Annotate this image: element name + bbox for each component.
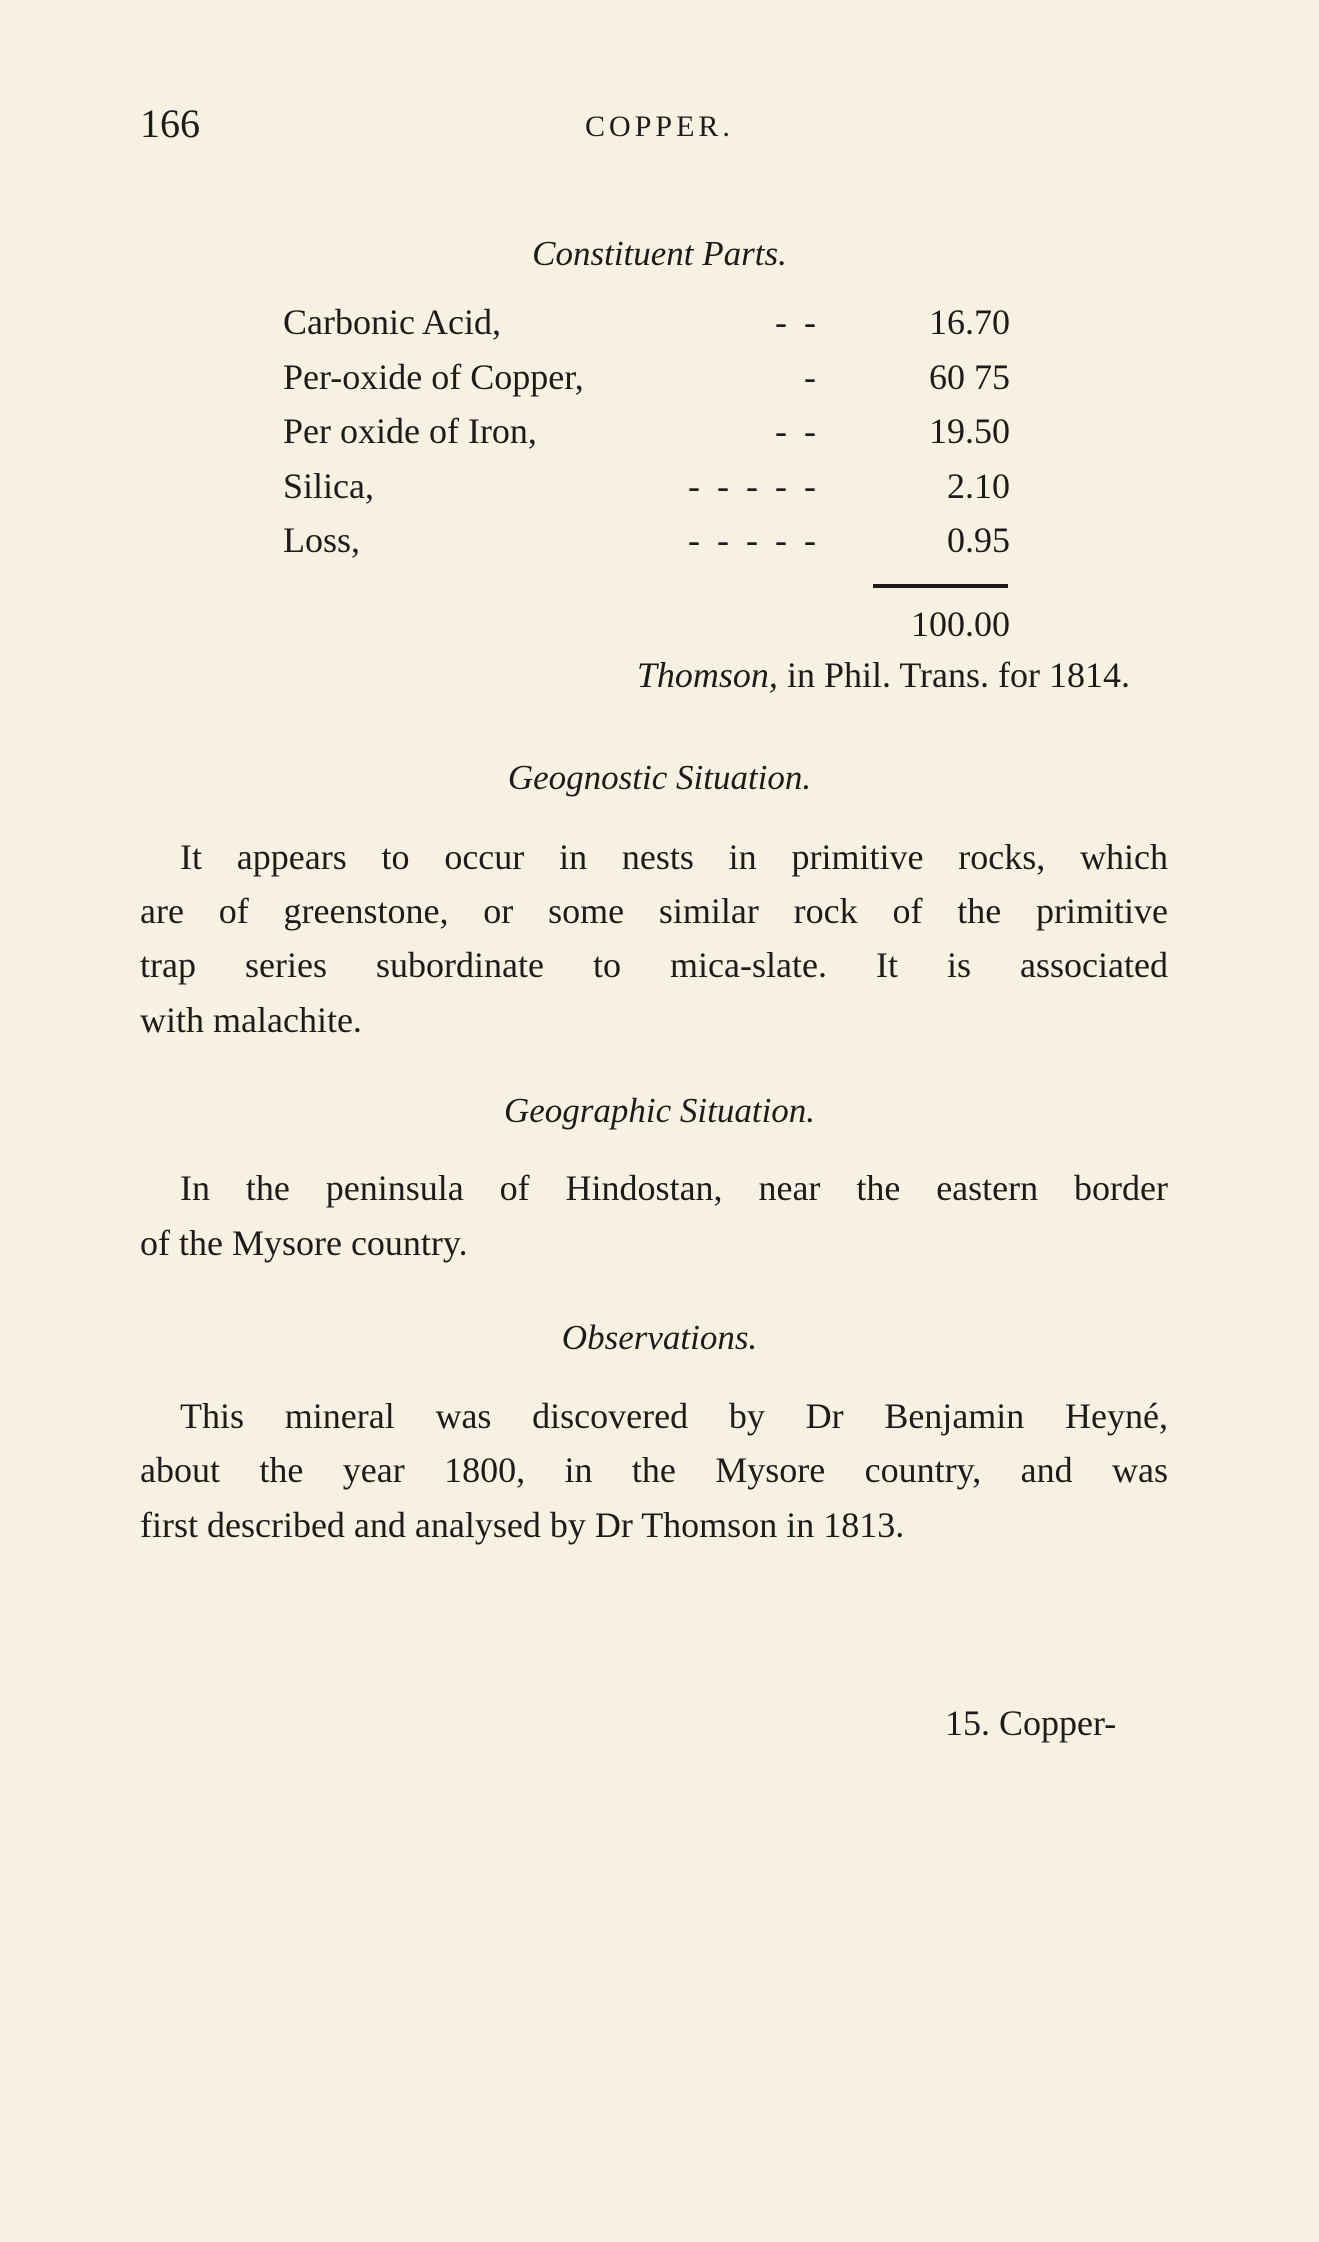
component-name: Per-oxide of Copper, (283, 357, 584, 397)
leader-dashes: - - - - - (688, 520, 820, 560)
component-name: Loss, (283, 520, 361, 560)
observations-heading: Observations. (561, 1318, 758, 1357)
total-value: 100.00 (911, 604, 1010, 644)
leader-dashes: - - - - - (688, 466, 820, 506)
paragraph-line: trap series subordinate to mica-slate. It is associated (140, 945, 1168, 985)
component-value: 19.50 (929, 411, 1010, 451)
component-value: 60 75 (929, 357, 1010, 397)
leader-dashes: - - (775, 302, 820, 342)
paragraph-line: In the peninsula of Hindostan, near the eastern border (180, 1168, 1168, 1208)
component-value: 16.70 (929, 302, 1010, 342)
paragraph-line: first described and analysed by Dr Thomson in 1813. (140, 1505, 905, 1545)
geographic-heading: Geographic Situation. (503, 1091, 816, 1130)
paragraph-line: about the year 1800, in the Mysore country, and was (140, 1450, 1168, 1490)
paragraph-line: This mineral was discovered by Dr Benjamin Heyné, (180, 1396, 1168, 1436)
leader-dashes: - - (775, 411, 820, 451)
component-value: 0.95 (947, 520, 1010, 560)
component-name: Per oxide of Iron, (283, 411, 537, 451)
sum-rule (873, 584, 1008, 588)
citation-author: Thomson, (636, 655, 778, 695)
paragraph-line: with malachite. (140, 1000, 362, 1040)
paragraph-line: of the Mysore country. (140, 1223, 468, 1263)
component-name: Silica, (283, 466, 374, 506)
running-head: COPPER. (585, 110, 734, 143)
paragraph-line: It appears to occur in nests in primitive rocks, which (180, 837, 1168, 877)
component-value: 2.10 (947, 466, 1010, 506)
paragraph-line: are of greenstone, or some similar rock of the primitive (140, 891, 1168, 931)
citation-source: in Phil. Trans. for 1814. (777, 655, 1130, 695)
citation (0, 654, 1130, 696)
page-number: 166 (140, 101, 200, 146)
constituent-parts-heading: Constituent Parts. (532, 234, 787, 273)
leader-dashes: - (804, 357, 820, 397)
component-name: Carbonic Acid, (283, 302, 501, 342)
geognostic-heading: Geognostic Situation. (507, 758, 812, 797)
catchword: 15. Copper- (945, 1703, 1117, 1743)
